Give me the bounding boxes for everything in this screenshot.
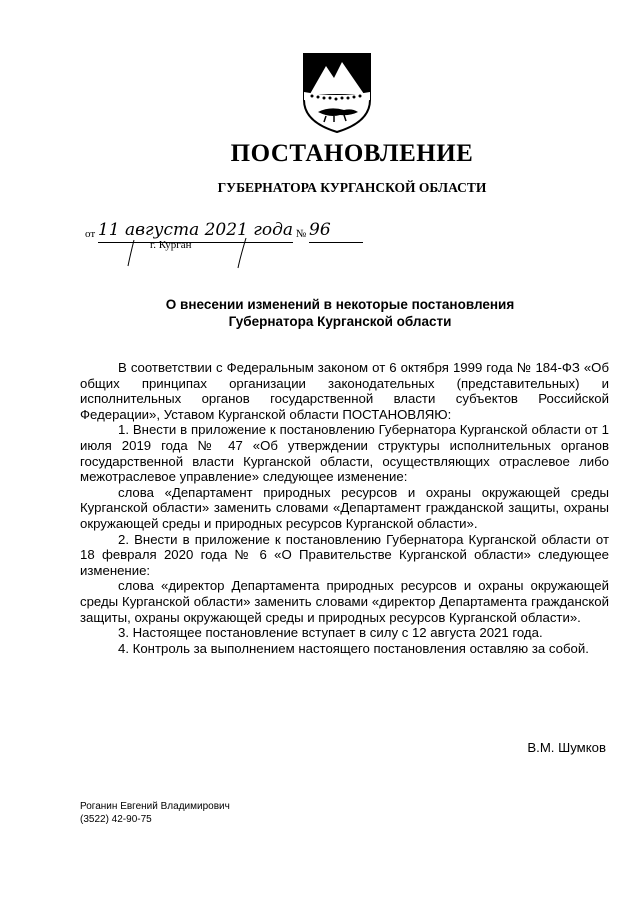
document-title: ПОСТАНОВЛЕНИЕ	[230, 140, 474, 167]
heading-line: Губернатора Курганской области	[228, 314, 452, 329]
handwritten-date: 11 августа 2021 года	[97, 220, 294, 240]
signature-name: В.М. Шумков	[527, 740, 606, 755]
contact-phone: (3522) 42-90-75	[80, 814, 152, 825]
body-paragraph: 2. Внести в приложение к постановлению Губернатора Курганской области от 18 февраля 2020 года № 6 «О Правительстве Курганской области» следующее изменение:	[80, 531, 609, 578]
number-label: №	[295, 228, 307, 240]
city-label: г. Курган	[150, 239, 192, 251]
body-paragraph: 3. Настоящее постановление вступает в силу с 12 августа 2021 года.	[118, 625, 543, 641]
heading-line: О внесении изменений в некоторые постановления	[165, 297, 515, 312]
date-prefix: от	[85, 228, 96, 240]
body-paragraph: 1. Внести в приложение к постановлению Губернатора Курганской области от 1 июля 2019 года № 47 «Об утверждении структуры исполнительных органов государственной власти Курганской области, осуществляющих отраслевое либо межотраслевое управление» следующее изменение:	[80, 422, 609, 485]
document-body	[80, 360, 609, 656]
contact-name: Роганин Евгений Владимирович	[80, 801, 230, 812]
handwritten-number: 96	[309, 220, 331, 240]
handwriting-strokes	[110, 222, 280, 270]
body-paragraph: слова «Департамент природных ресурсов и охраны окружающей среды Курганской области» заменить словами «Департамент гражданской защиты, охраны окружающей среды и природных ресурсов Курганской области».	[80, 484, 609, 531]
contact-block	[80, 800, 230, 826]
document-subtitle: ГУБЕРНАТОРА КУРГАНСКОЙ ОБЛАСТИ	[217, 180, 487, 195]
body-paragraph: В соответствии с Федеральным законом от 6 октября 1999 года № 184-ФЗ «Об общих принципах организации законодательных (представительных) и исполнительных органов государственной власти субъектов Российской Федерации», Уставом Курганской области ПОСТАНОВЛЯЮ:	[80, 360, 609, 422]
number-underline	[309, 222, 363, 243]
document-heading	[80, 296, 600, 330]
body-paragraph: слова «директор Департамента природных ресурсов и охраны окружающей среды Курганской области» заменить словами «директор Департамента гражданской защиты, охраны окружающей среды и природных ресурсов Курганской области».	[80, 578, 609, 625]
body-paragraph: 4. Контроль за выполнением настоящего постановления оставляю за собой.	[118, 640, 589, 656]
coat-of-arms-icon	[300, 52, 374, 134]
